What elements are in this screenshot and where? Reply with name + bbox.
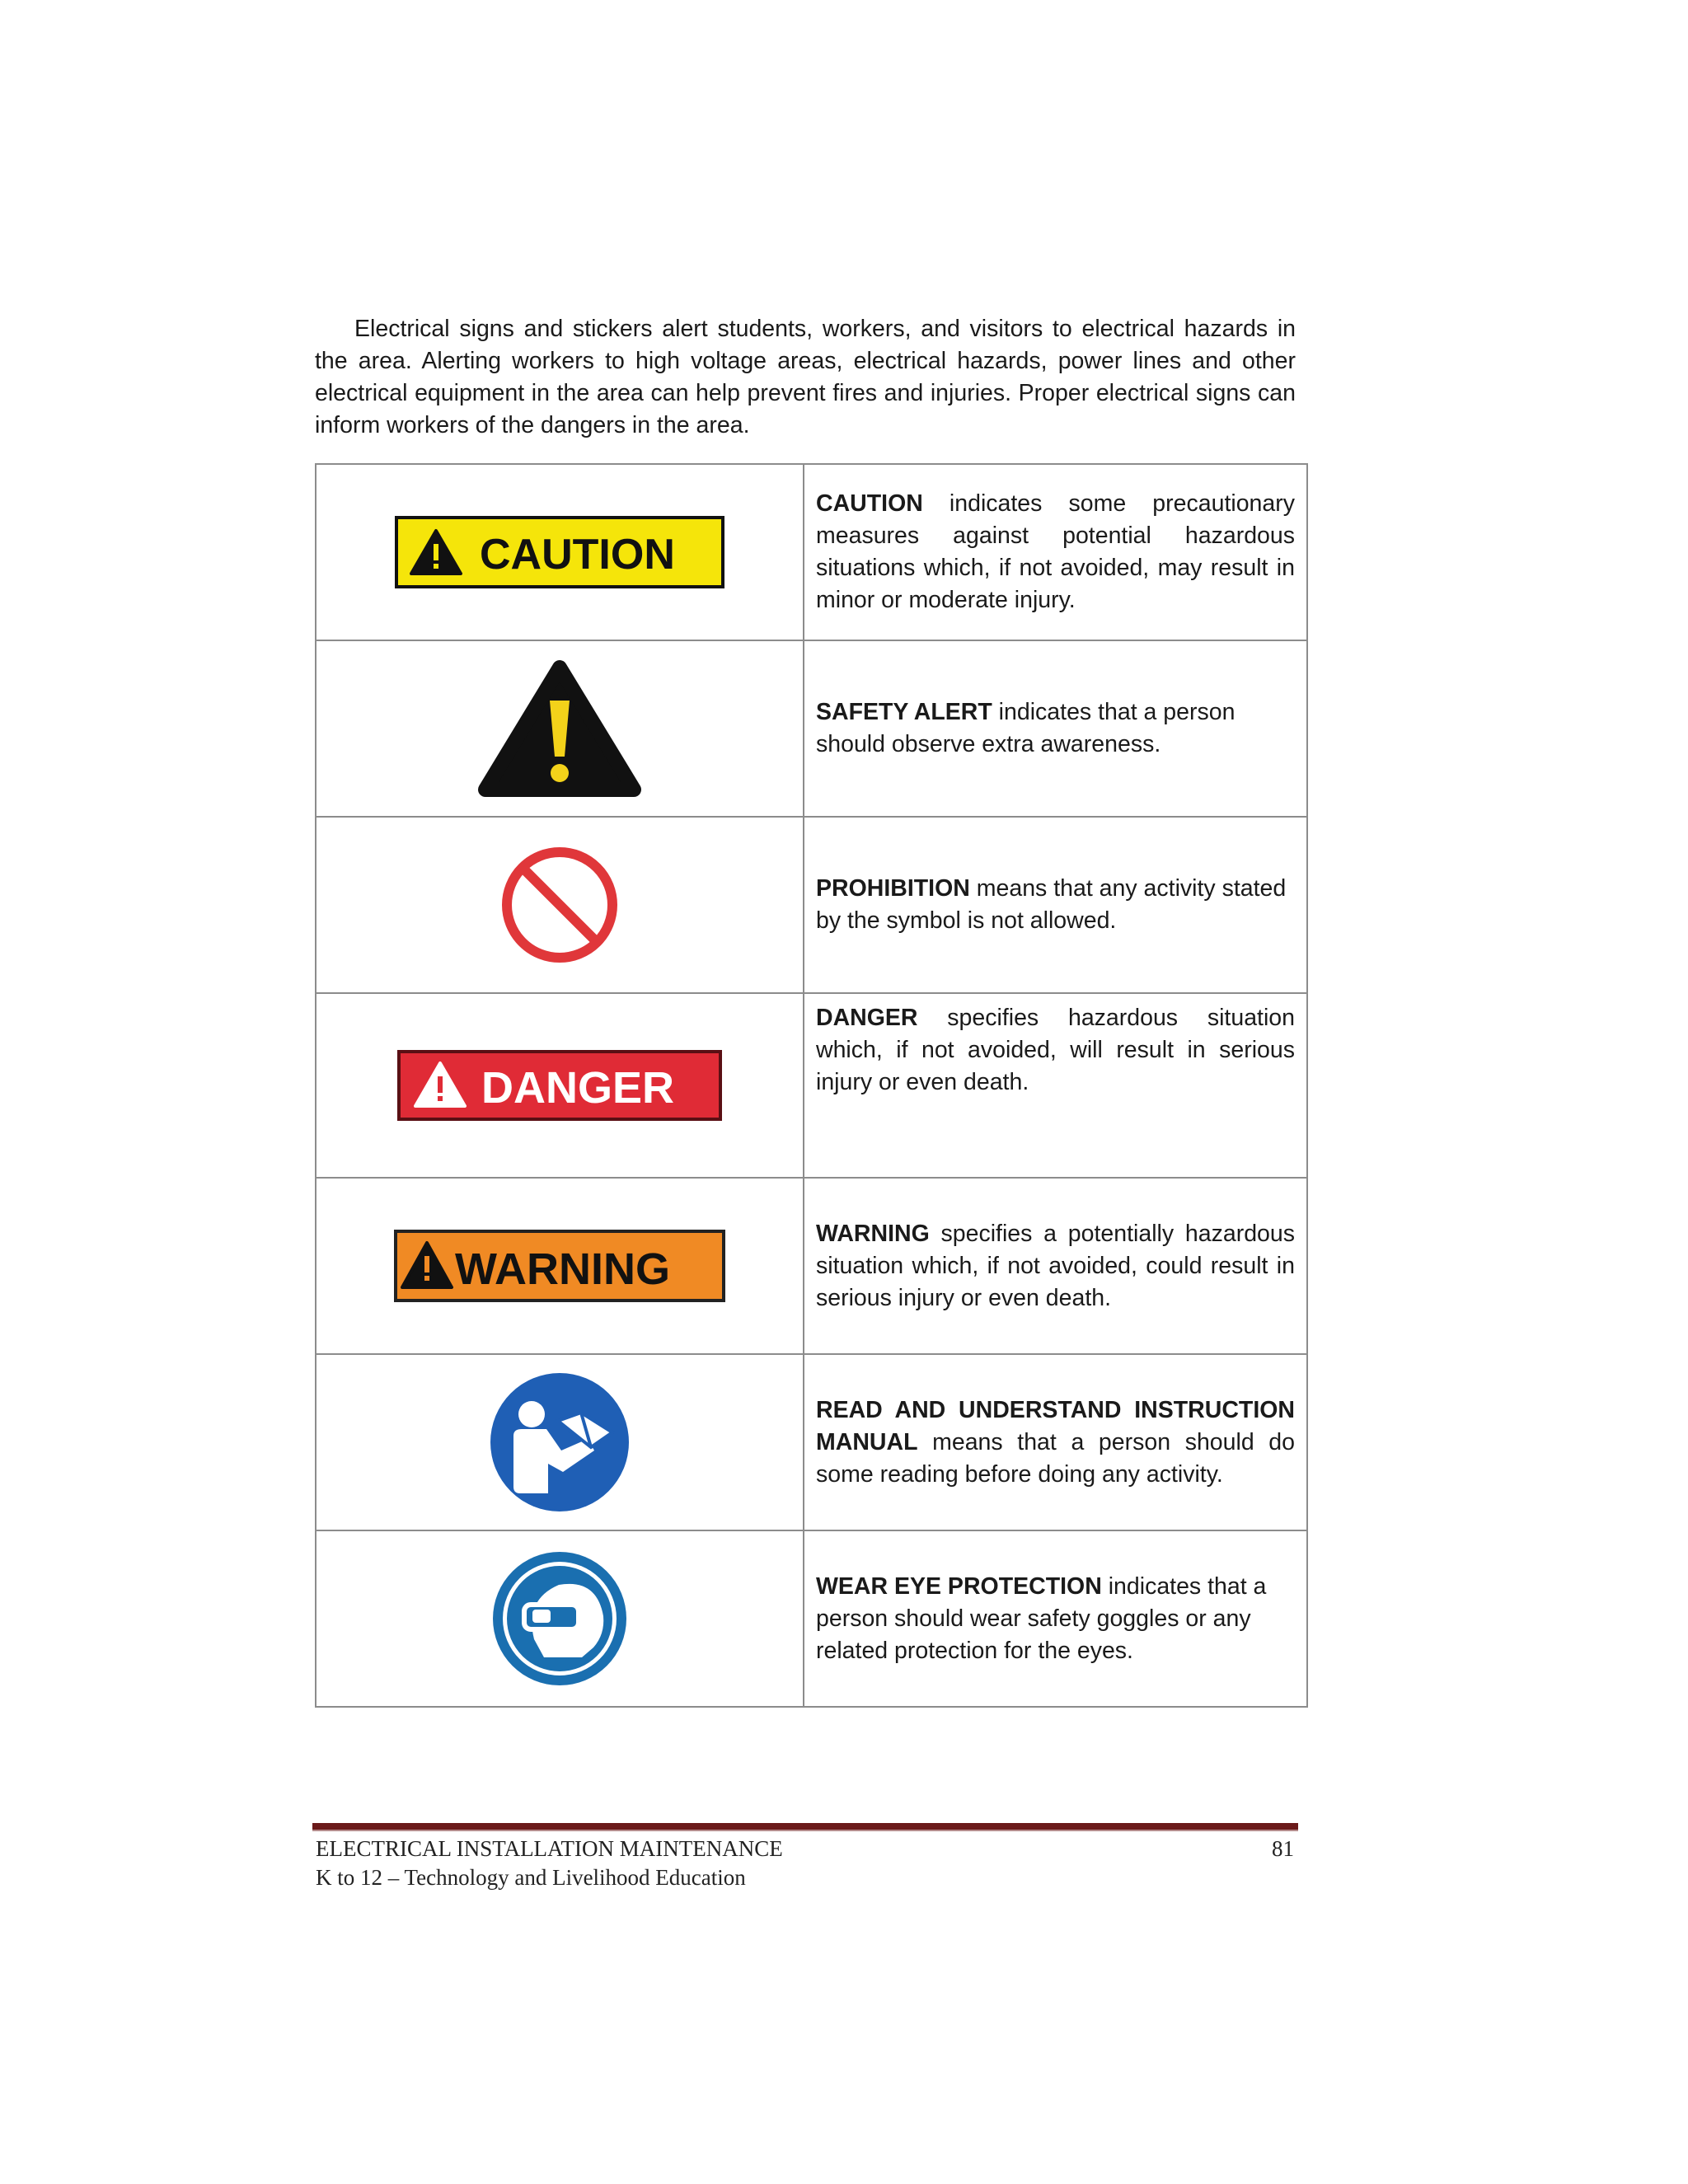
symbol-cell [316, 1530, 804, 1707]
sign-description: means that any activity stated by the symbol is not allowed. [816, 875, 1287, 934]
sign-description: specifies hazardous situation which, if not avoided, will result in serious injury or even death. [816, 1005, 1295, 1095]
description-cell [804, 817, 1307, 993]
description-cell [804, 993, 1307, 1178]
sign-term: WARNING [816, 1220, 930, 1247]
description-cell [804, 1178, 1307, 1354]
read-manual-icon [489, 1371, 631, 1513]
sign-term: CAUTION [816, 490, 923, 517]
description-cell [804, 1354, 1307, 1530]
warning-label: WARNING [455, 1244, 670, 1294]
table-row [316, 993, 1307, 1178]
symbol-cell [316, 817, 804, 993]
description-cell [804, 1530, 1307, 1707]
symbol-cell [316, 464, 804, 640]
sign-term: PROHIBITION [816, 875, 970, 902]
safety-alert-icon [477, 658, 642, 799]
warning-sign-icon [394, 1230, 725, 1302]
symbol-cell [316, 1178, 804, 1354]
danger-sign-icon [397, 1050, 722, 1121]
symbol-cell [316, 640, 804, 817]
sign-description: specifies a potentially hazardous situation which, if not avoided, could result in serious injury or even death. [816, 1220, 1295, 1311]
sign-description: means that a person should do some reading before doing any activity. [816, 1428, 1295, 1488]
danger-label: DANGER [481, 1063, 675, 1113]
sign-term: WEAR EYE PROTECTION [816, 1572, 1102, 1600]
description-cell [804, 640, 1307, 817]
footer-title: ELECTRICAL INSTALLATION MAINTENANCE [316, 1836, 783, 1861]
prohibition-icon [498, 843, 621, 967]
eye-protection-icon [491, 1550, 628, 1687]
sign-term: READ AND UNDERSTAND INSTRUCTION MANUAL [816, 1396, 1295, 1455]
page-number: 81 [1272, 1836, 1294, 1861]
caution-label: CAUTION [480, 531, 675, 579]
sign-description: indicates that a person should observe extra awareness. [816, 699, 1236, 757]
table-row [316, 464, 1307, 640]
table-row [316, 640, 1307, 817]
footer-text [316, 1835, 783, 1892]
sign-description: indicates that a person should wear safety goggles or any related protection for the eyes. [816, 1572, 1267, 1664]
sign-term: DANGER [816, 1005, 918, 1031]
table-row [316, 1178, 1307, 1354]
symbol-cell [316, 1354, 804, 1530]
sign-term: SAFETY ALERT [816, 699, 992, 725]
intro-paragraph: Electrical signs and stickers alert students, workers, and visitors to electrical hazards in the area. Alerting workers to high voltage areas, electrical hazards, power lines and other electrical equipment in the area can help prevent fires and injuries. Proper electrical signs can inform workers of the dangers in the area. [315, 316, 1296, 438]
table-row [316, 817, 1307, 993]
description-cell [804, 464, 1307, 640]
sign-description: indicates some precautionary measures against potential hazardous situations which, if not avoided, may result in minor or moderate injury. [816, 490, 1295, 613]
footer-rule [312, 1823, 1298, 1831]
caution-sign-icon [395, 516, 724, 588]
symbol-cell [316, 993, 804, 1178]
table-row [316, 1354, 1307, 1530]
safety-signs-table [315, 463, 1308, 1708]
footer-subtitle: K to 12 – Technology and Livelihood Education [316, 1865, 746, 1890]
table-row [316, 1530, 1307, 1707]
